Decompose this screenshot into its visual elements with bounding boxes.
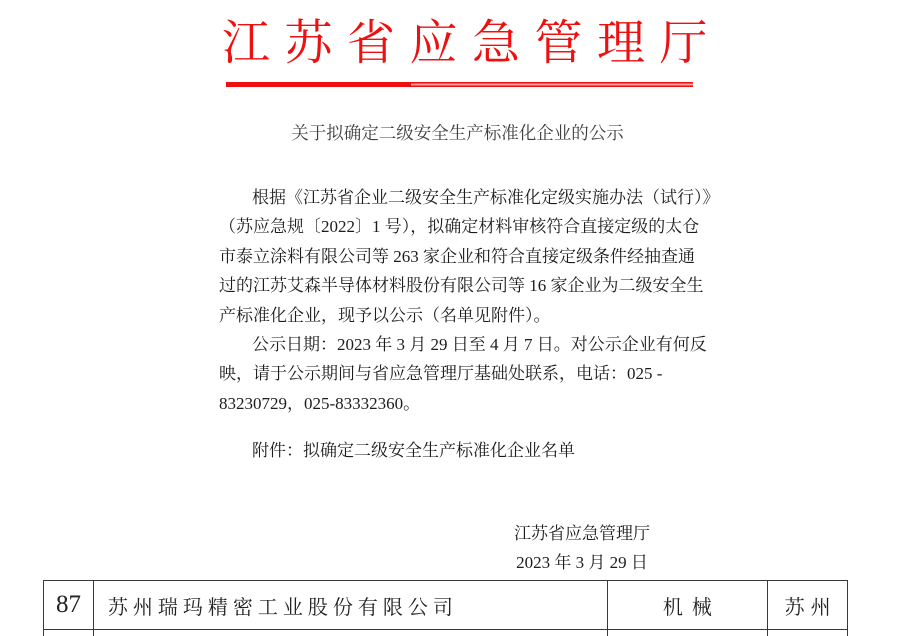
header-divider-right-segment — [411, 82, 693, 87]
signature-org: 江苏省应急管理厅 — [514, 524, 650, 543]
city-cell — [768, 630, 847, 636]
paragraph2-line: 公示日期：2023 年 3 月 29 日至 4 月 7 日。对公示企业有何反 — [252, 335, 707, 355]
city-cell: 苏州 — [784, 596, 837, 619]
doc-subtitle: 关于拟确定二级安全生产标准化企业的公示 — [291, 123, 624, 143]
paragraph2-line: 83230729，025-83332360。 — [219, 393, 421, 413]
header-divider-left-segment — [226, 82, 411, 87]
paragraph1-line: 过的江苏艾森半导体材料股份有限公司等 16 家企业为二级安全生 — [219, 276, 704, 296]
signature-date: 2023 年 3 月 29 日 — [516, 553, 648, 572]
companies-table — [43, 580, 848, 636]
row-index-cell: 87 — [44, 581, 94, 629]
attachment-line: 附件：拟确定二级安全生产标准化企业名单 — [252, 441, 575, 460]
paragraph1-line: （苏应急规〔2022〕1 号），拟确定材料审核符合直接定级的太仓 — [219, 217, 700, 237]
industry-cell — [608, 630, 769, 636]
paragraph1-line: 产标准化企业，现予以公示（名单见附件）。 — [219, 305, 551, 325]
table-row — [44, 581, 847, 630]
header-divider — [226, 82, 693, 87]
paragraph2-line: 映，请于公示期间与省应急管理厅基础处联系，电话：025 - — [219, 364, 663, 384]
industry-cell: 机械 — [608, 581, 769, 629]
agency-title: 江苏省应急管理厅 — [222, 17, 723, 70]
paragraph1-line: 根据《江苏省企业二级安全生产标准化定级实施办法（试行）》 — [252, 188, 720, 207]
company-name-cell — [94, 630, 608, 636]
paragraph1-line: 市泰立涂料有限公司等 263 家企业和符合直接定级条件经抽查通 — [219, 246, 695, 266]
row-index-cell — [44, 630, 94, 636]
signature-block — [432, 519, 732, 577]
next-table-row-clipped — [44, 630, 847, 636]
company-name-cell: 苏州瑞玛精密工业股份有限公司 — [94, 581, 608, 629]
doc-body — [219, 183, 719, 418]
